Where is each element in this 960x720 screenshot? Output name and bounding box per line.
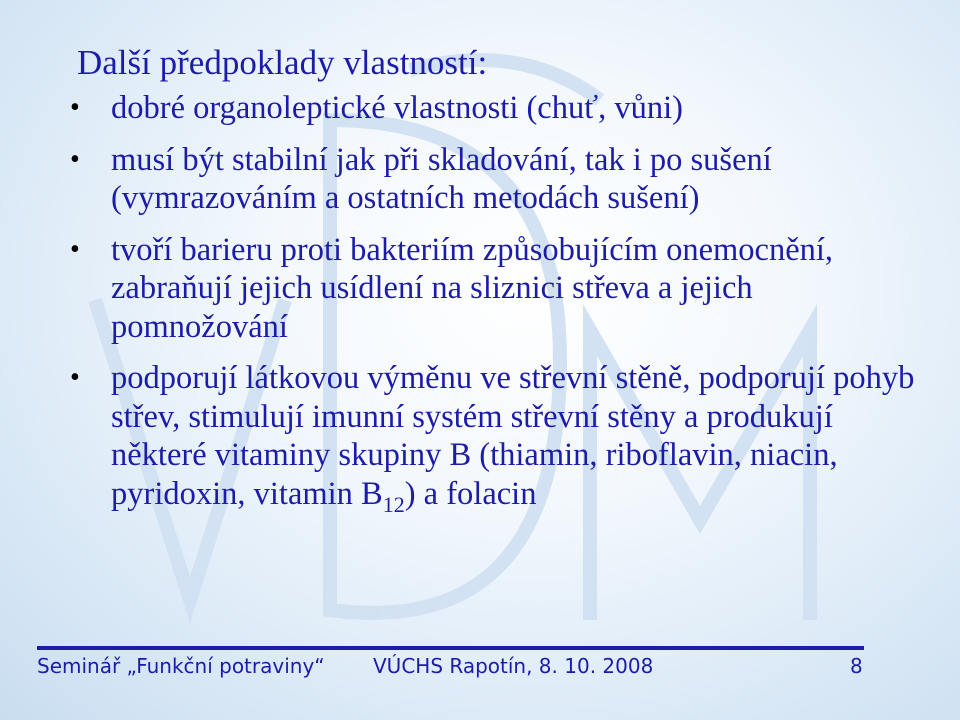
footer-venue-date: VÚCHS Rapotín, 8. 10. 2008 (373, 654, 654, 678)
bullet-subscript: 12 (382, 491, 405, 517)
bullet-item (70, 359, 930, 524)
bullet-item (70, 141, 930, 218)
bullet-dot-icon: • (70, 233, 80, 265)
slide-title: Další předpoklady vlastností: (77, 43, 488, 82)
footer-seminar-title: Seminář „Funkční potraviny“ (37, 654, 325, 678)
footer-page-number: 8 (850, 654, 863, 678)
bullet-text: dobré organoleptické vlastnosti (chuť, vůni) (111, 90, 683, 126)
bullet-dot-icon: • (70, 362, 80, 393)
bullet-item (70, 89, 930, 128)
bullet-list (70, 89, 930, 537)
bullet-text: musí být stabilní jak při skladování, tak i po sušení (vymrazováním a ostatních metodách sušení) (111, 141, 772, 216)
bullet-text: podporují látkovou výměnu ve střevní stěně, podporují pohyb střev, stimulují imunní systém střevní stěny a produkují některé vitaminy skupiny B (thiamin, riboflavin, niacin, pyridoxin, vitamin B (111, 360, 915, 512)
bullet-dot-icon: • (70, 92, 80, 123)
bullet-item (70, 231, 930, 347)
bullet-suffix: ) a folacin (404, 475, 537, 512)
bullet-text: tvoří barieru proti bakteriím způsobujícím onemocnění, zabraňují jejich usídlení na sliznici střeva a jejich pomnožování (111, 231, 834, 345)
bullet-dot-icon: • (70, 143, 80, 175)
footer-divider (37, 646, 864, 650)
